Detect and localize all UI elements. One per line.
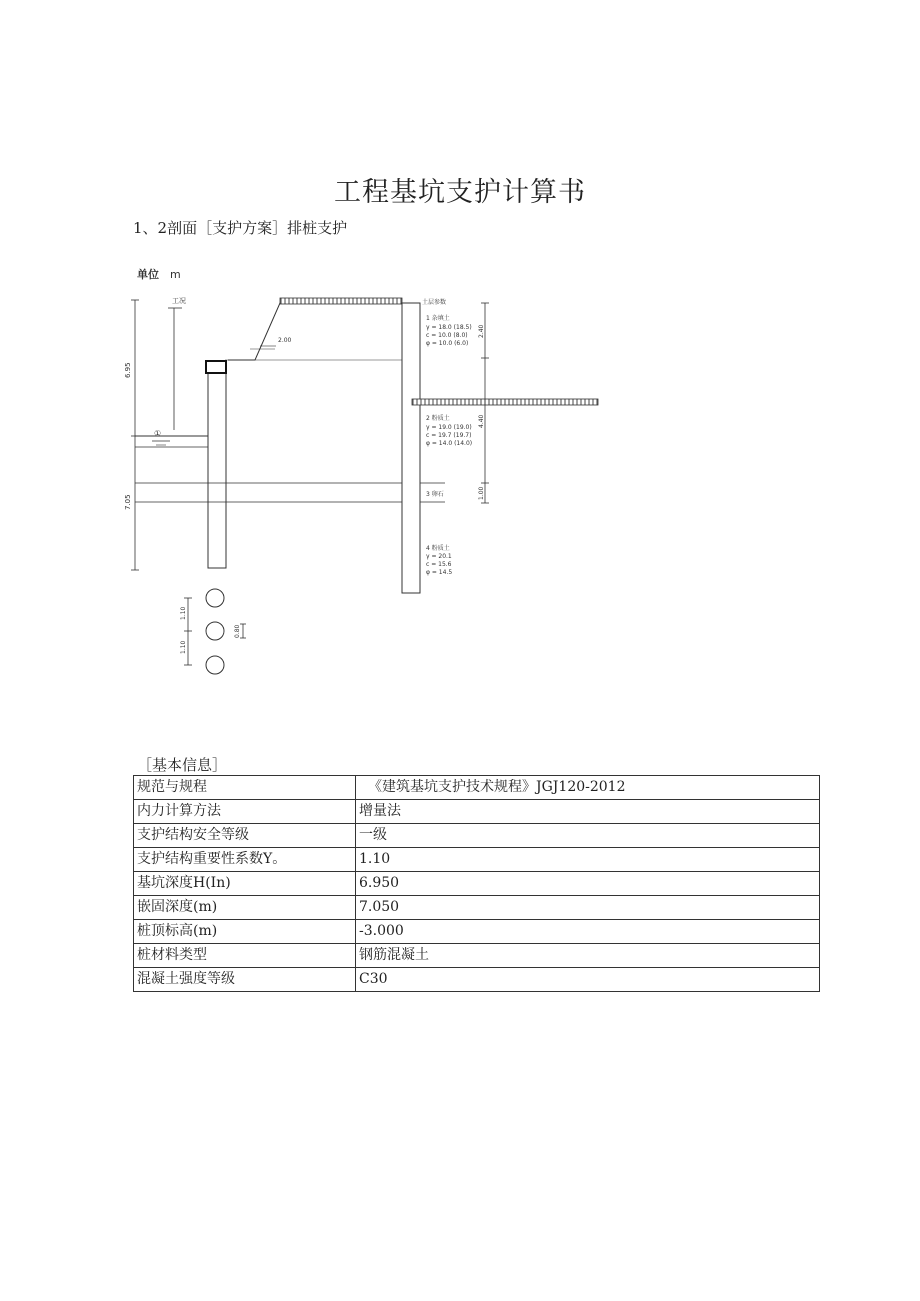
layer-2-params (426, 414, 472, 447)
layer-1-c: c = 10.0 (8.0) (426, 332, 468, 339)
dim-pile-spacing-1: 1.10 (180, 606, 187, 620)
basic-info-header: ［基本信息］ (137, 756, 228, 774)
table-row (134, 920, 820, 944)
layer-2-phi: φ = 14.0 (14.0) (426, 440, 473, 447)
dim-slope-top: 2.00 (278, 337, 292, 344)
row-label: 内力计算方法 (134, 800, 356, 824)
unit-value: m (170, 268, 181, 281)
pile-plan-circle (206, 656, 224, 674)
layer-1-phi: φ = 10.0 (6.0) (426, 340, 469, 347)
dim-pile-diameter: 0.80 (234, 624, 241, 638)
dim-right-3: 1.00 (478, 486, 485, 500)
layer-4-c: c = 15.6 (426, 561, 452, 568)
dim-right-2: 4.40 (478, 414, 485, 428)
layer-4-params (426, 544, 452, 576)
soil-params-label: 土层参数 (422, 299, 447, 306)
row-value: -3.000 (356, 920, 820, 944)
work-point-label: 工况 (172, 297, 186, 305)
row-value: 7.050 (356, 896, 820, 920)
soil-profile-column (402, 303, 420, 593)
section-drawing (100, 258, 640, 688)
row-label: 混凝土强度等级 (134, 968, 356, 992)
row-label: 基坑深度H(In) (134, 872, 356, 896)
pile-plan-circle (206, 589, 224, 607)
row-label: 桩顶标高(m) (134, 920, 356, 944)
layer-2-c: c = 19.7 (19.7) (426, 432, 472, 439)
row-label: 支护结构重要性系数Y。 (134, 848, 356, 872)
layer-3-label: 3 卵石 (426, 491, 444, 498)
retaining-pile (208, 363, 226, 568)
row-value: 1.10 (356, 848, 820, 872)
table-row (134, 872, 820, 896)
row-value: 增量法 (356, 800, 820, 824)
layer-4-phi: φ = 14.5 (426, 569, 453, 576)
table-row (134, 800, 820, 824)
table-row (134, 896, 820, 920)
pile-plan-circle (206, 622, 224, 640)
row-label: 嵌固深度(m) (134, 896, 356, 920)
row-label: 支护结构安全等级 (134, 824, 356, 848)
dim-right-1: 2.40 (478, 324, 485, 338)
anchor-rod (412, 399, 598, 405)
row-label: 桩材料类型 (134, 944, 356, 968)
pile-cap (206, 361, 226, 373)
row-label: 规范与规程 (134, 776, 356, 800)
row-value: 《建筑基坑支护技术规程》JGJ120-2012 (356, 776, 820, 800)
basic-info-table (133, 775, 820, 992)
left-dimension (131, 300, 139, 570)
unit-label: 单位 (137, 268, 159, 281)
layer-1-name: 1 杂填土 (426, 315, 450, 322)
table-row (134, 776, 820, 800)
ground-slope (228, 303, 405, 360)
layer-1-params (426, 314, 472, 347)
dim-left-lower: 7.05 (124, 494, 132, 510)
table-row (134, 848, 820, 872)
row-value: 6.950 (356, 872, 820, 896)
table-row (134, 968, 820, 992)
layer-2-name: 2 粉质土 (426, 415, 450, 422)
row-value: C30 (356, 968, 820, 992)
table-row (134, 824, 820, 848)
layer-2-gamma: γ = 19.0 (19.0) (426, 424, 472, 431)
section-subtitle: 1、2剖面［支护方案］排桩支护 (133, 219, 348, 237)
dim-left-upper: 6.95 (124, 362, 132, 378)
layer-1-gamma: γ = 18.0 (18.5) (426, 324, 472, 331)
row-value: 一级 (356, 824, 820, 848)
dim-pile-spacing-2: 1.10 (180, 640, 187, 654)
table-row (134, 944, 820, 968)
document-title: 工程基坑支护计算书 (334, 177, 586, 208)
surcharge-strip (280, 298, 402, 304)
circle-mark: ① (154, 429, 162, 438)
layer-4-name: 4 粉质土 (426, 545, 450, 552)
layer-4-gamma: γ = 20.1 (426, 553, 452, 560)
row-value: 钢筋混凝土 (356, 944, 820, 968)
